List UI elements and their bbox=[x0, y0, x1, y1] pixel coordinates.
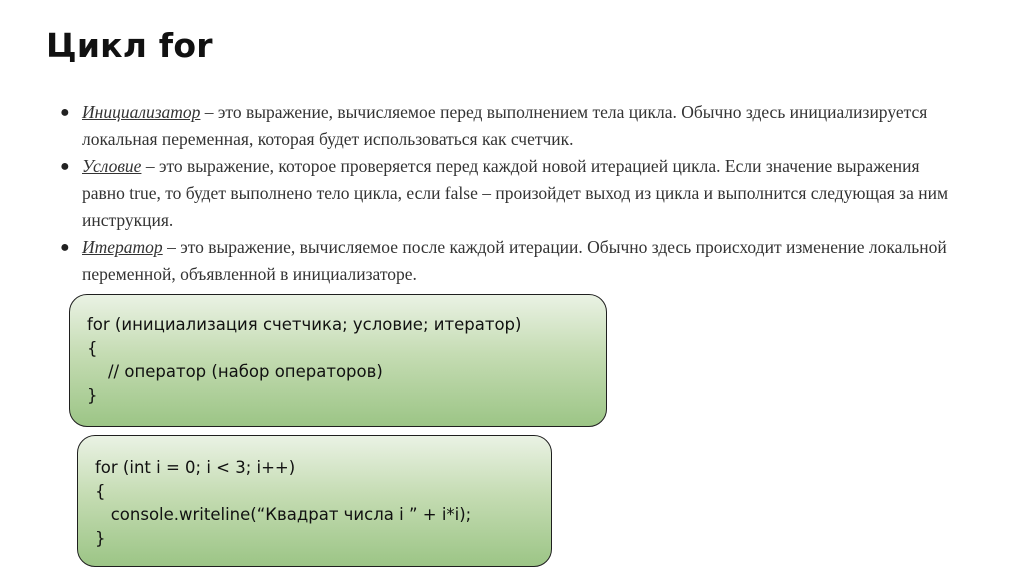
code-example-line: for (int i = 0; i < 3; i++) bbox=[95, 458, 296, 477]
term-initializer: Инициализатор bbox=[82, 102, 201, 122]
bullet-item-condition bbox=[60, 153, 960, 234]
bullet-text-iterator: – это выражение, вычисляемое после каждой итерации. Обычно здесь происходит изменение локальной переменной, объявленной в инициализаторе. bbox=[82, 237, 947, 284]
code-example-line: } bbox=[95, 528, 106, 548]
term-iterator: Итератор bbox=[82, 237, 163, 257]
bullet-dot-icon: ● bbox=[60, 239, 70, 256]
code-syntax-line: } bbox=[87, 385, 98, 405]
code-example-line: console.writeline(“Квадрат числа i ” + i*i); bbox=[95, 505, 472, 524]
code-example-line: { bbox=[95, 481, 106, 501]
bullet-text-initializer: – это выражение, вычисляемое перед выполнением тела цикла. Обычно здесь инициализируется локальная переменная, которая будет использоваться как счетчик. bbox=[82, 102, 928, 149]
code-syntax-line: for (инициализация счетчика; условие; итератор) bbox=[87, 315, 522, 334]
bullet-text-condition: – это выражение, которое проверяется перед каждой новой итерацией цикла. Если значение выражения равно true, то будет выполнено тело цикла, если false – произойдет выход из цикла и выполнится следующая за ним инструкция. bbox=[82, 156, 949, 230]
code-syntax-line: { bbox=[87, 338, 98, 358]
bullet-item-initializer bbox=[60, 99, 960, 153]
slide-title: Цикл for bbox=[46, 26, 213, 65]
bullet-dot-icon: ● bbox=[60, 158, 70, 175]
bullet-list bbox=[60, 99, 960, 288]
code-syntax-line: // оператор (набор операторов) bbox=[87, 362, 383, 381]
bullet-item-iterator bbox=[60, 234, 960, 288]
bullet-dot-icon: ● bbox=[60, 104, 70, 121]
term-condition: Условие bbox=[82, 156, 142, 176]
code-syntax-box bbox=[69, 294, 607, 427]
code-example-box bbox=[77, 435, 552, 567]
